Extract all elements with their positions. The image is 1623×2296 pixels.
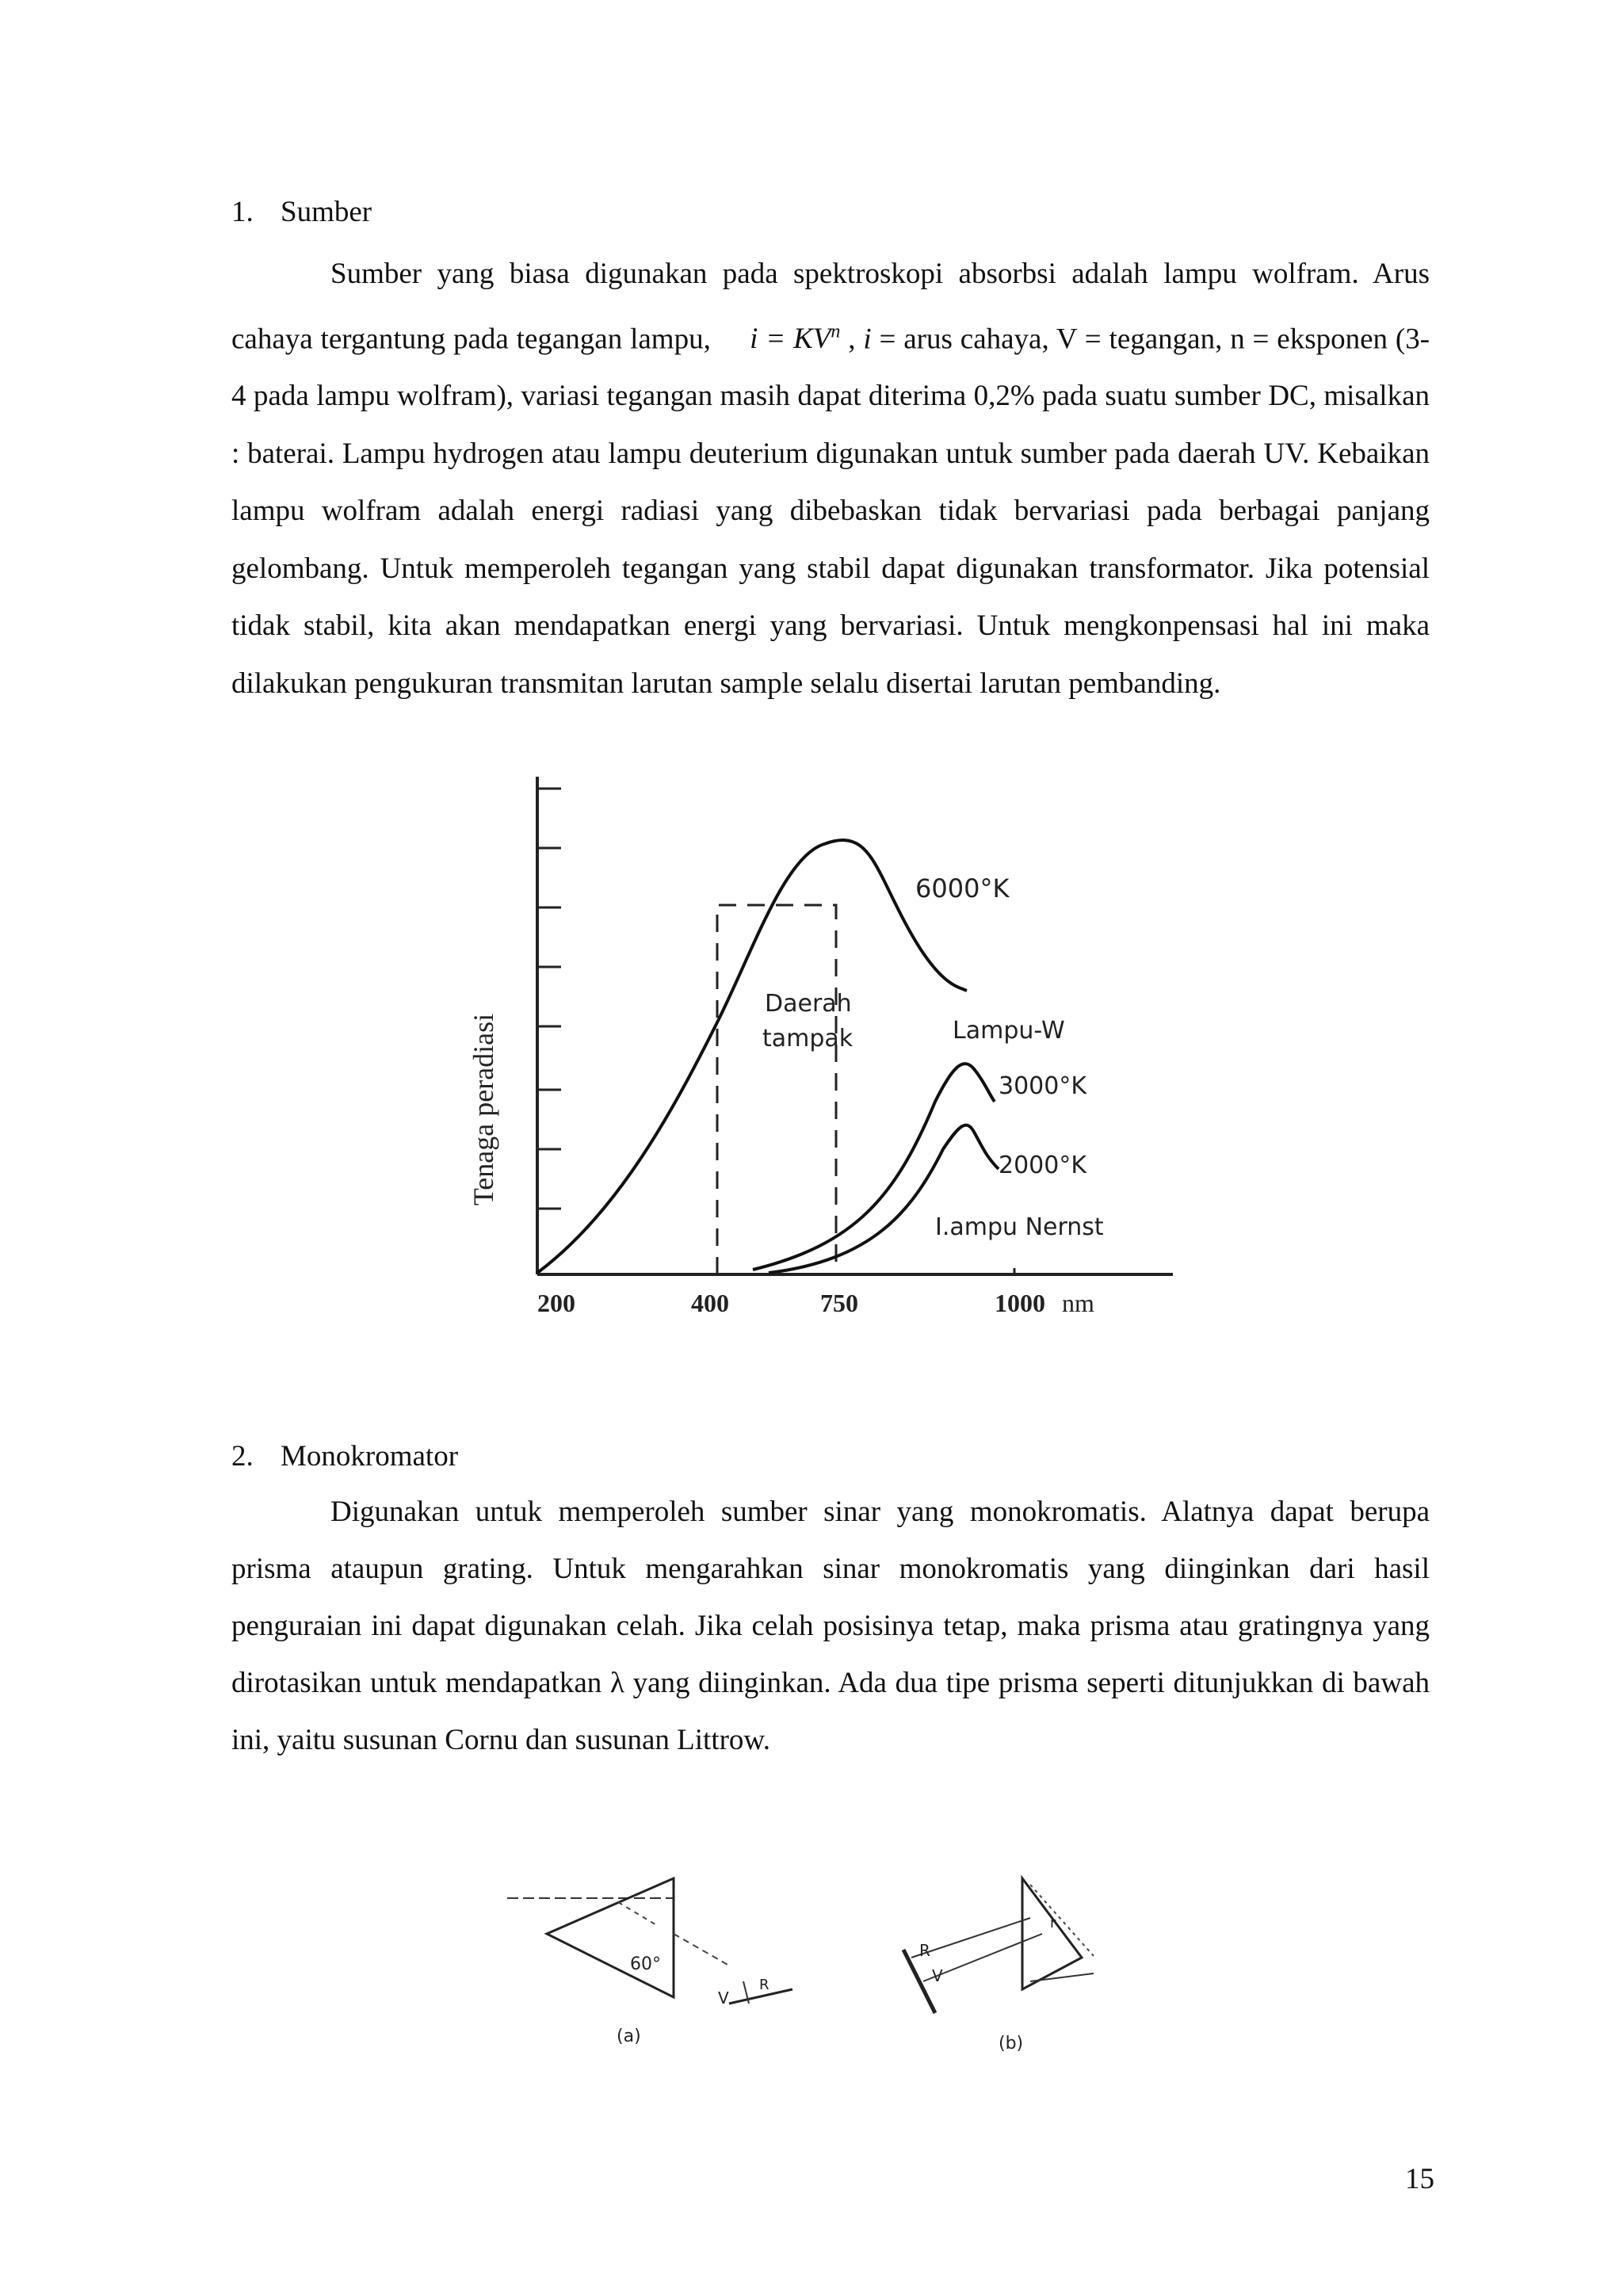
r-label: R <box>919 1941 930 1960</box>
section-heading-sumber <box>231 197 372 228</box>
r-label: R <box>759 1977 769 1993</box>
section-number: 1. <box>231 196 254 228</box>
sumber-paragraph: Sumber yang biasa digunakan pada spektroskopi absorbsi adalah lampu wolfram. Arus cahaya tergantung pada tegangan lampu, $i = KV^n$ , i = arus cahaya, V = tegangan, n = eksponen (3-4 pada lampu wolfram), variasi tegangan masih dapat diterima 0,2% pada suatu sumber DC, misalkan : baterai. Lampu hydrogen atau lampu deuterium digunakan untuk sumber pada daerah UV. Kebaikan lampu wolfram adalah energi radiasi yang dibebaskan tidak bervariasi pada berbagai panjang gelombang. Untuk memperoleh tegangan yang stabil dapat digunakan transformator. Jika potensial tidak stabil, kita akan mendapatkan energi yang bervariasi. Untuk mengkonpensasi hal ini maka dilakukan pengukuran transmitan larutan sample selalu disertai larutan pembanding. <box>231 258 1430 700</box>
cornu-prism <box>507 1878 792 2046</box>
angle-label: 60° <box>630 1954 661 1974</box>
region-label-line1: Daerah <box>765 990 852 1018</box>
lamp-nernst-label: I.ampu Nernst <box>935 1213 1104 1241</box>
section-heading-monokromator <box>231 1441 458 1473</box>
curve-label-3000k: 3000°K <box>999 1072 1087 1100</box>
radiation-spectrum-figure <box>412 769 1363 1339</box>
x-unit-label: nm <box>1062 1289 1094 1317</box>
y-axis-ticks <box>537 789 561 1209</box>
v-label: V <box>932 1966 943 1985</box>
caption-a: (a) <box>617 2027 641 2046</box>
section-title: Sumber <box>281 196 372 228</box>
v-label: V <box>718 1988 729 2008</box>
x-tick-label: 200 <box>537 1289 575 1317</box>
equation: $i = KV^n$ <box>750 321 841 355</box>
page-number: 15 <box>1405 2163 1434 2195</box>
y-axis-label: Tenaga peradiasi <box>468 1013 499 1206</box>
x-tick-label: 400 <box>691 1289 729 1317</box>
curve-2000k <box>769 1125 999 1273</box>
x-tick-label: 750 <box>820 1289 858 1317</box>
x-tick-label: 1000 <box>995 1289 1045 1317</box>
prism-arrangement-figure <box>491 1862 1205 2069</box>
monokromator-paragraph: Digunakan untuk memperoleh sumber sinar yang monokromatis. Alatnya dapat berupa prisma ataupun grating. Untuk mengarahkan sinar monokromatis yang diinginkan dari hasil penguraian ini dapat digunakan celah. Jika celah posisinya tetap, maka prisma atau gratingnya yang dirotasikan untuk mendapatkan λ yang diinginkan. Ada dua tipe prisma seperti ditunjukkan di bawah ini, yaitu susunan Cornu dan susunan Littrow. <box>231 1496 1430 1756</box>
curve-label-2000k: 2000°K <box>999 1152 1087 1179</box>
littrow-prism <box>903 1878 1094 2053</box>
r-small-label: r <box>1050 1915 1056 1931</box>
section-number: 2. <box>231 1440 254 1473</box>
region-label-line2: tampak <box>762 1025 854 1052</box>
section-title: Monokromator <box>281 1440 459 1473</box>
curve-label-6000k: 6000°K <box>915 873 1010 904</box>
caption-b: (b) <box>999 2034 1024 2053</box>
lamp-w-label: Lampu-W <box>953 1017 1065 1045</box>
visible-region-box <box>717 905 836 1274</box>
